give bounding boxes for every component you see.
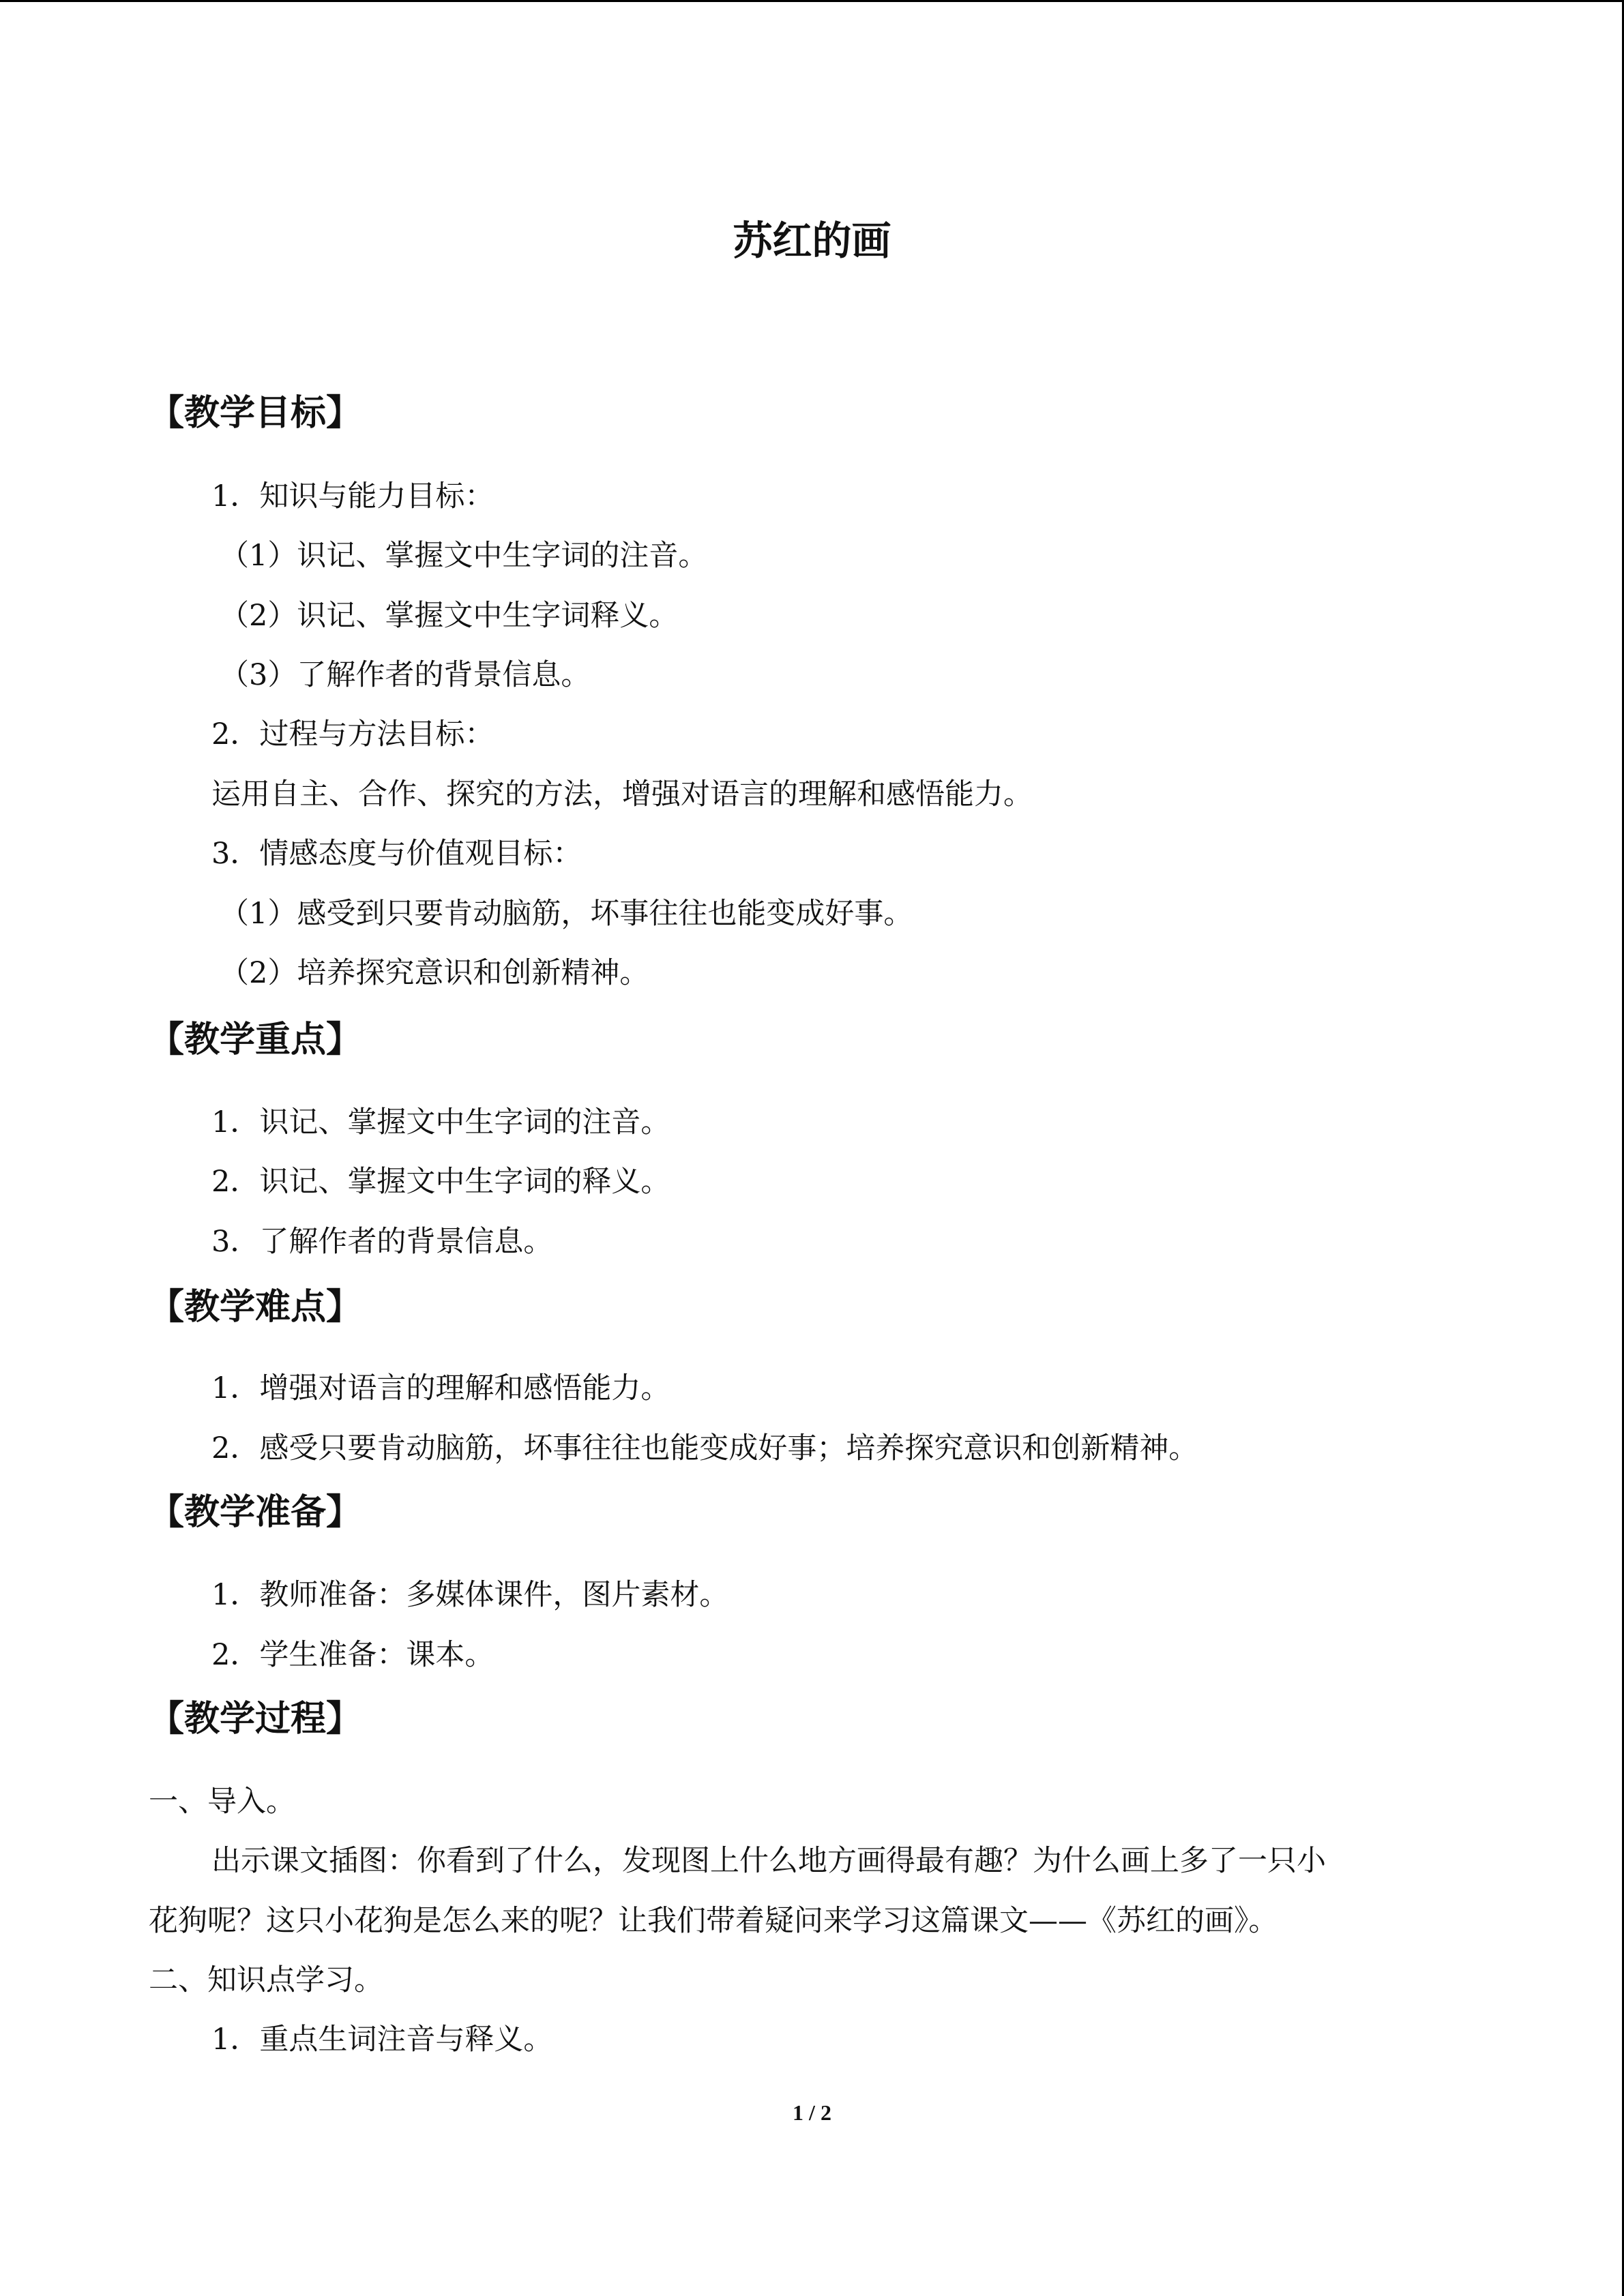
key-points-line-1: 1．识记、掌握文中生字词的注音。 xyxy=(211,1105,670,1139)
process-paragraph-line-1: 出示课文插图：你看到了什么，发现图上什么地方画得最有趣？为什么画上多了一只小 xyxy=(211,1844,1326,1878)
heading-difficulties: 【教学难点】 xyxy=(149,1287,362,1328)
goals-line-9: （2）培养探究意识和创新精神。 xyxy=(220,956,649,990)
goals-line-8: （1）感受到只要肯动脑筋，坏事往往也能变成好事。 xyxy=(220,897,913,931)
heading-teaching-goals: 【教学目标】 xyxy=(149,393,362,434)
page-number: 1 / 2 xyxy=(793,2100,831,2125)
goals-line-3: （2）识记、掌握文中生字词释义。 xyxy=(220,599,679,633)
difficulties-line-2: 2．感受只要肯动脑筋，坏事往往也能变成好事；培养探究意识和创新精神。 xyxy=(211,1431,1198,1465)
goals-line-2: （1）识记、掌握文中生字词的注音。 xyxy=(220,539,708,573)
process-line-5: 1．重点生词注音与释义。 xyxy=(211,2023,553,2057)
goals-line-1: 1．知识与能力目标： xyxy=(211,479,494,513)
process-line-4: 二、知识点学习。 xyxy=(149,1963,383,1997)
process-line-1: 一、导入。 xyxy=(149,1785,295,1819)
goals-line-6: 运用自主、合作、探究的方法，增强对语言的理解和感悟能力。 xyxy=(211,777,1033,811)
heading-key-points: 【教学重点】 xyxy=(149,1019,362,1060)
difficulties-line-1: 1．增强对语言的理解和感悟能力。 xyxy=(211,1371,670,1405)
key-points-line-3: 3．了解作者的背景信息。 xyxy=(211,1225,553,1259)
goals-line-7: 3．情感态度与价值观目标： xyxy=(211,837,582,871)
preparation-line-1: 1．教师准备：多媒体课件，图片素材。 xyxy=(211,1578,729,1612)
heading-process: 【教学过程】 xyxy=(149,1699,362,1740)
document-title: 苏红的画 xyxy=(733,218,891,264)
heading-preparation: 【教学准备】 xyxy=(149,1492,362,1533)
process-paragraph-line-2: 花狗呢？这只小花狗是怎么来的呢？让我们带着疑问来学习这篇课文——《苏红的画》。 xyxy=(149,1904,1278,1938)
key-points-line-2: 2．识记、掌握文中生字词的释义。 xyxy=(211,1165,670,1199)
goals-line-5: 2．过程与方法目标： xyxy=(211,717,494,751)
preparation-line-2: 2．学生准备：课本。 xyxy=(211,1638,494,1672)
page-top-border xyxy=(0,0,1624,2)
goals-line-4: （3）了解作者的背景信息。 xyxy=(220,658,591,692)
